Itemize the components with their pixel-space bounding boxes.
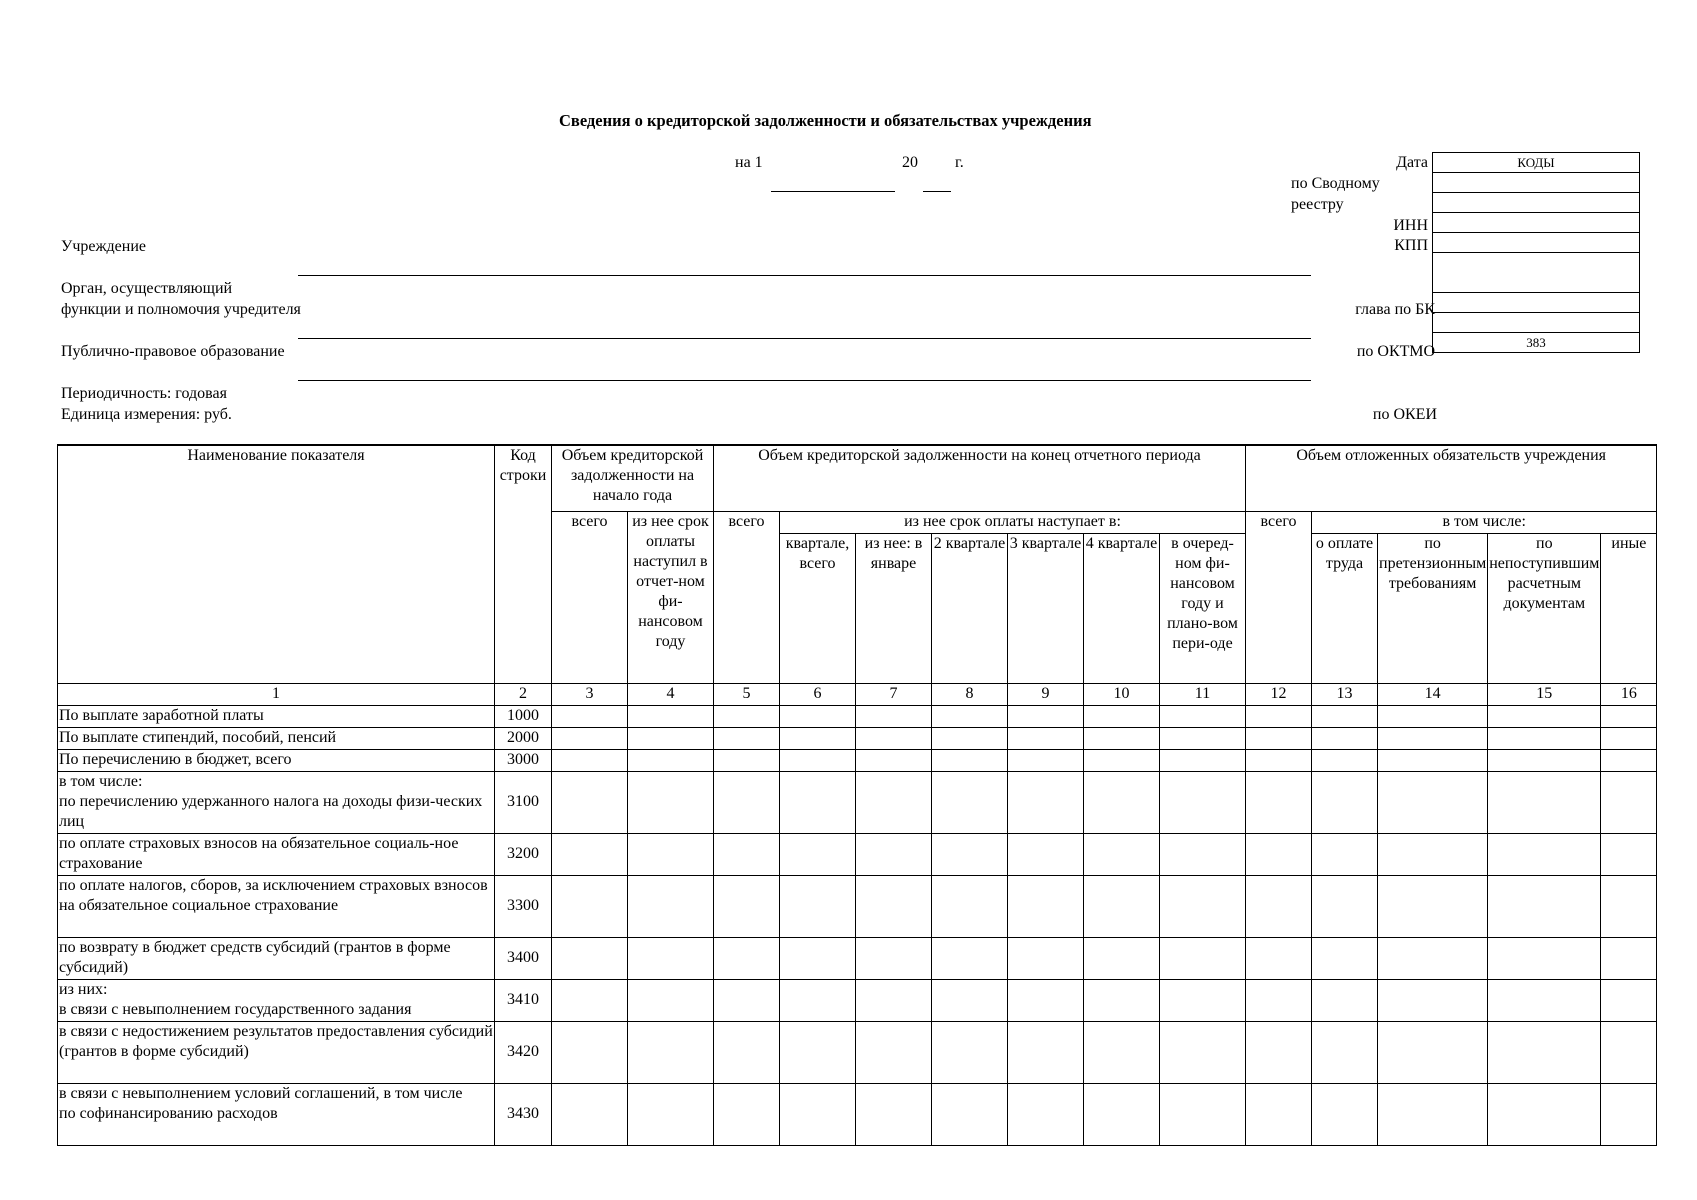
header-code: Код строки [495,445,552,683]
value-cell[interactable] [1488,749,1601,771]
value-cell[interactable] [856,875,932,937]
value-cell[interactable] [856,1021,932,1083]
header-deferred-total: всего [1246,511,1312,683]
value-cell[interactable] [856,705,932,727]
value-cell[interactable] [1084,875,1160,937]
value-cell[interactable] [552,1083,628,1145]
value-cell[interactable] [1160,749,1246,771]
value-cell[interactable] [1378,937,1488,979]
value-cell[interactable] [1008,749,1084,771]
kpp-label: КПП [1394,237,1428,254]
date-prefix: на 1 [735,154,763,171]
header-next-year: в очеред-ном фи-нансовом году и плано-вом пери-оде [1160,533,1246,683]
value-cell[interactable] [1488,1083,1601,1145]
header-q3: 3 квартале [1008,533,1084,683]
value-cell[interactable] [1601,749,1657,771]
table-row [58,1021,1657,1083]
column-index-cell: 5 [714,683,780,705]
value-cell[interactable] [552,705,628,727]
value-cell[interactable] [552,771,628,833]
value-cell[interactable] [1312,1021,1378,1083]
value-cell[interactable] [1378,727,1488,749]
row-code: 3400 [495,937,552,979]
header-start-overdue: из нее срок оплаты наступил в отчет-ном фи-нансовом году [628,511,714,683]
value-cell[interactable] [552,833,628,875]
value-cell[interactable] [1488,979,1601,1021]
value-cell[interactable] [780,1083,856,1145]
value-cell[interactable] [714,749,780,771]
value-cell[interactable] [1312,1083,1378,1145]
institution-label: Учреждение [61,238,146,255]
value-cell[interactable] [1312,705,1378,727]
value-cell[interactable] [780,875,856,937]
value-cell[interactable] [1601,705,1657,727]
row-name: по оплате страховых взносов на обязательное социаль-ное страхование [58,833,495,875]
column-index-cell: 8 [932,683,1008,705]
value-cell[interactable] [1084,979,1160,1021]
table-row [58,771,1657,833]
header-jan: из нее: в январе [856,533,932,683]
value-cell[interactable] [1160,937,1246,979]
value-cell[interactable] [1084,833,1160,875]
row-name: в связи с невыполнением условий соглашений, в том числе по софинансированию расходов [58,1083,495,1145]
codes-box [1432,152,1640,353]
value-cell[interactable] [1084,727,1160,749]
value-cell[interactable] [1084,771,1160,833]
value-cell[interactable] [856,833,932,875]
value-cell[interactable] [780,979,856,1021]
value-cell[interactable] [628,937,714,979]
value-cell[interactable] [1312,771,1378,833]
value-cell[interactable] [1084,705,1160,727]
column-index-cell: 9 [1008,683,1084,705]
header-deferred-group: Объем отложенных обязательств учреждения [1246,445,1657,511]
value-cell[interactable] [628,705,714,727]
value-cell[interactable] [1008,875,1084,937]
header-end-total: всего [714,511,780,683]
column-index-cell: 3 [552,683,628,705]
row-name: в связи с недостижением результатов предоставления субсидий (грантов в форме субсидий) [58,1021,495,1083]
value-cell[interactable] [1246,1021,1312,1083]
code-oktmo-field[interactable] [1433,313,1640,333]
value-cell[interactable] [1378,979,1488,1021]
code-kpp-field[interactable] [1433,233,1640,253]
row-code: 3000 [495,749,552,771]
row-code: 2000 [495,727,552,749]
table-row [58,705,1657,727]
header-start-group: Объем кредиторской задолженности на начало года [552,445,714,511]
header-docs: по непоступившим расчетным документам [1488,533,1601,683]
value-cell[interactable] [552,749,628,771]
value-cell[interactable] [780,771,856,833]
header-q4: 4 квартале [1084,533,1160,683]
registry-label-line2: реестру [1291,196,1344,213]
municipality-field[interactable] [298,380,1311,381]
value-cell[interactable] [1601,727,1657,749]
value-cell[interactable] [1084,937,1160,979]
header-incl: в том числе: [1312,511,1657,533]
code-inn-field[interactable] [1433,213,1640,233]
value-cell[interactable] [932,771,1008,833]
value-cell[interactable] [856,1083,932,1145]
value-cell[interactable] [1008,727,1084,749]
row-name: По перечислению в бюджет, всего [58,749,495,771]
column-index-cell: 4 [628,683,714,705]
header-q2: 2 квартале [932,533,1008,683]
value-cell[interactable] [1246,771,1312,833]
table-row [58,979,1657,1021]
table-row [58,833,1657,875]
value-cell[interactable] [932,833,1008,875]
value-cell[interactable] [1312,833,1378,875]
value-cell[interactable] [780,937,856,979]
value-cell[interactable] [1160,705,1246,727]
value-cell[interactable] [552,1021,628,1083]
row-name: По выплате заработной платы [58,705,495,727]
code-registry-field[interactable] [1433,193,1640,213]
value-cell[interactable] [1008,1083,1084,1145]
value-cell[interactable] [1378,771,1488,833]
value-cell[interactable] [1008,937,1084,979]
unit-label: Единица измерения: руб. [61,406,232,423]
column-index-cell: 1 [58,683,495,705]
row-code: 1000 [495,705,552,727]
value-cell[interactable] [780,705,856,727]
value-cell[interactable] [1246,875,1312,937]
value-cell[interactable] [1378,1021,1488,1083]
value-cell[interactable] [1008,771,1084,833]
founder-label-line1: Орган, осуществляющий [61,280,233,297]
row-name: по возврату в бюджет средств субсидий (грантов в форме субсидий) [58,937,495,979]
value-cell[interactable] [1601,979,1657,1021]
header-wages: о оплате труда [1312,533,1378,683]
value-cell[interactable] [1084,749,1160,771]
value-cell[interactable] [1008,833,1084,875]
table-row [58,875,1657,937]
year-field[interactable] [923,191,951,192]
row-code: 3420 [495,1021,552,1083]
column-index-cell: 10 [1084,683,1160,705]
column-index-cell: 11 [1160,683,1246,705]
value-cell[interactable] [1246,1083,1312,1145]
year-suffix: г. [955,154,964,171]
value-cell[interactable] [1312,979,1378,1021]
institution-field[interactable] [298,275,1311,276]
value-cell[interactable] [628,833,714,875]
value-cell[interactable] [1378,833,1488,875]
header-q-total: квартале, всего [780,533,856,683]
value-cell[interactable] [856,749,932,771]
value-cell[interactable] [932,1083,1008,1145]
value-cell[interactable] [714,979,780,1021]
value-cell[interactable] [1160,833,1246,875]
value-cell[interactable] [780,749,856,771]
value-cell[interactable] [932,749,1008,771]
header-other: иные [1601,533,1657,683]
bk-label: глава по БК [1355,301,1435,318]
header-end-group: Объем кредиторской задолженности на конец отчетного периода [714,445,1246,511]
value-cell[interactable] [1084,1021,1160,1083]
value-cell[interactable] [932,1021,1008,1083]
date-label: Дата [1396,154,1428,171]
value-cell[interactable] [1160,979,1246,1021]
value-cell[interactable] [1488,937,1601,979]
column-index-cell: 13 [1312,683,1378,705]
value-cell[interactable] [1160,771,1246,833]
value-cell[interactable] [1008,979,1084,1021]
column-index-cell: 2 [495,683,552,705]
header-start-total: всего [552,511,628,683]
oktmo-label: по ОКТМО [1356,343,1435,360]
value-cell[interactable] [1312,749,1378,771]
value-cell[interactable] [714,705,780,727]
value-cell[interactable] [628,1083,714,1145]
value-cell[interactable] [1160,1083,1246,1145]
value-cell[interactable] [714,1083,780,1145]
table-row [58,749,1657,771]
code-bk-field[interactable] [1433,293,1640,313]
value-cell[interactable] [628,1021,714,1083]
value-cell[interactable] [1246,705,1312,727]
table-row [58,937,1657,979]
value-cell[interactable] [1312,875,1378,937]
column-index-cell: 6 [780,683,856,705]
row-name: По выплате стипендий, пособий, пенсий [58,727,495,749]
column-index-cell: 15 [1488,683,1601,705]
row-code: 3100 [495,771,552,833]
value-cell[interactable] [1488,1021,1601,1083]
value-cell[interactable] [1246,979,1312,1021]
payables-table [57,444,1657,1146]
codes-header: КОДЫ [1433,153,1640,173]
value-cell[interactable] [932,937,1008,979]
value-cell[interactable] [1246,727,1312,749]
value-cell[interactable] [628,875,714,937]
value-cell[interactable] [1378,705,1488,727]
value-cell[interactable] [1008,705,1084,727]
periodicity-label: Периодичность: годовая [61,385,227,402]
value-cell[interactable] [1488,727,1601,749]
row-code: 3300 [495,875,552,937]
column-index-cell: 12 [1246,683,1312,705]
value-cell[interactable] [552,979,628,1021]
founder-label-line2: функции и полномочия учредителя [61,301,301,318]
value-cell[interactable] [1601,937,1657,979]
value-cell[interactable] [714,937,780,979]
column-index-cell: 7 [856,683,932,705]
value-cell[interactable] [856,771,932,833]
value-cell[interactable] [780,727,856,749]
value-cell[interactable] [1160,1021,1246,1083]
column-index-cell: 16 [1601,683,1657,705]
value-cell[interactable] [714,771,780,833]
founder-field[interactable] [298,338,1311,339]
value-cell[interactable] [714,727,780,749]
value-cell[interactable] [856,979,932,1021]
value-cell[interactable] [1246,833,1312,875]
code-okei-field[interactable]: 383 [1433,333,1640,353]
value-cell[interactable] [1312,937,1378,979]
value-cell[interactable] [1601,1083,1657,1145]
value-cell[interactable] [1488,705,1601,727]
value-cell[interactable] [1246,937,1312,979]
row-code: 3410 [495,979,552,1021]
value-cell[interactable] [780,833,856,875]
value-cell[interactable] [628,771,714,833]
value-cell[interactable] [780,1021,856,1083]
table-row [58,727,1657,749]
value-cell[interactable] [628,979,714,1021]
form-title: Сведения о кредиторской задолженности и обязательствах учреждения [559,111,1092,130]
value-cell[interactable] [552,937,628,979]
value-cell[interactable] [1601,771,1657,833]
value-cell[interactable] [1601,833,1657,875]
value-cell[interactable] [628,727,714,749]
header-due-in: из нее срок оплаты наступает в: [780,511,1246,533]
table-row [58,1083,1657,1145]
row-code: 3430 [495,1083,552,1145]
code-date-field[interactable] [1433,173,1640,193]
row-code: 3200 [495,833,552,875]
column-index-row [58,683,1657,705]
row-name: по оплате налогов, сборов, за исключением страховых взносов на обязательное социальное страхование [58,875,495,937]
value-cell[interactable] [628,749,714,771]
value-cell[interactable] [714,875,780,937]
value-cell[interactable] [1246,749,1312,771]
value-cell[interactable] [1488,771,1601,833]
municipality-label: Публично-правовое образование [61,343,285,360]
value-cell[interactable] [552,875,628,937]
value-cell[interactable] [856,727,932,749]
value-cell[interactable] [1488,833,1601,875]
value-cell[interactable] [714,833,780,875]
code-blank-field[interactable] [1433,253,1640,293]
day-month-field[interactable] [771,191,895,192]
value-cell[interactable] [1312,727,1378,749]
value-cell[interactable] [1601,1021,1657,1083]
value-cell[interactable] [856,937,932,979]
header-name: Наименование показателя [58,445,495,683]
header-claims: по претензионным требованиям [1378,533,1488,683]
value-cell[interactable] [1378,875,1488,937]
value-cell[interactable] [714,1021,780,1083]
okei-label: по ОКЕИ [1372,406,1437,423]
value-cell[interactable] [1378,1083,1488,1145]
year-prefix: 20 [902,154,918,171]
value-cell[interactable] [932,705,1008,727]
column-index-cell: 14 [1378,683,1488,705]
value-cell[interactable] [1008,1021,1084,1083]
value-cell[interactable] [1378,749,1488,771]
value-cell[interactable] [1084,1083,1160,1145]
value-cell[interactable] [932,875,1008,937]
value-cell[interactable] [932,727,1008,749]
row-name: из них: в связи с невыполнением государственного задания [58,979,495,1021]
value-cell[interactable] [932,979,1008,1021]
row-name: в том числе: по перечислению удержанного налога на доходы физи-ческих лиц [58,771,495,833]
value-cell[interactable] [1160,727,1246,749]
inn-label: ИНН [1393,217,1428,234]
value-cell[interactable] [552,727,628,749]
value-cell[interactable] [1488,875,1601,937]
registry-label-line1: по Сводному [1291,175,1380,192]
value-cell[interactable] [1601,875,1657,937]
value-cell[interactable] [1160,875,1246,937]
